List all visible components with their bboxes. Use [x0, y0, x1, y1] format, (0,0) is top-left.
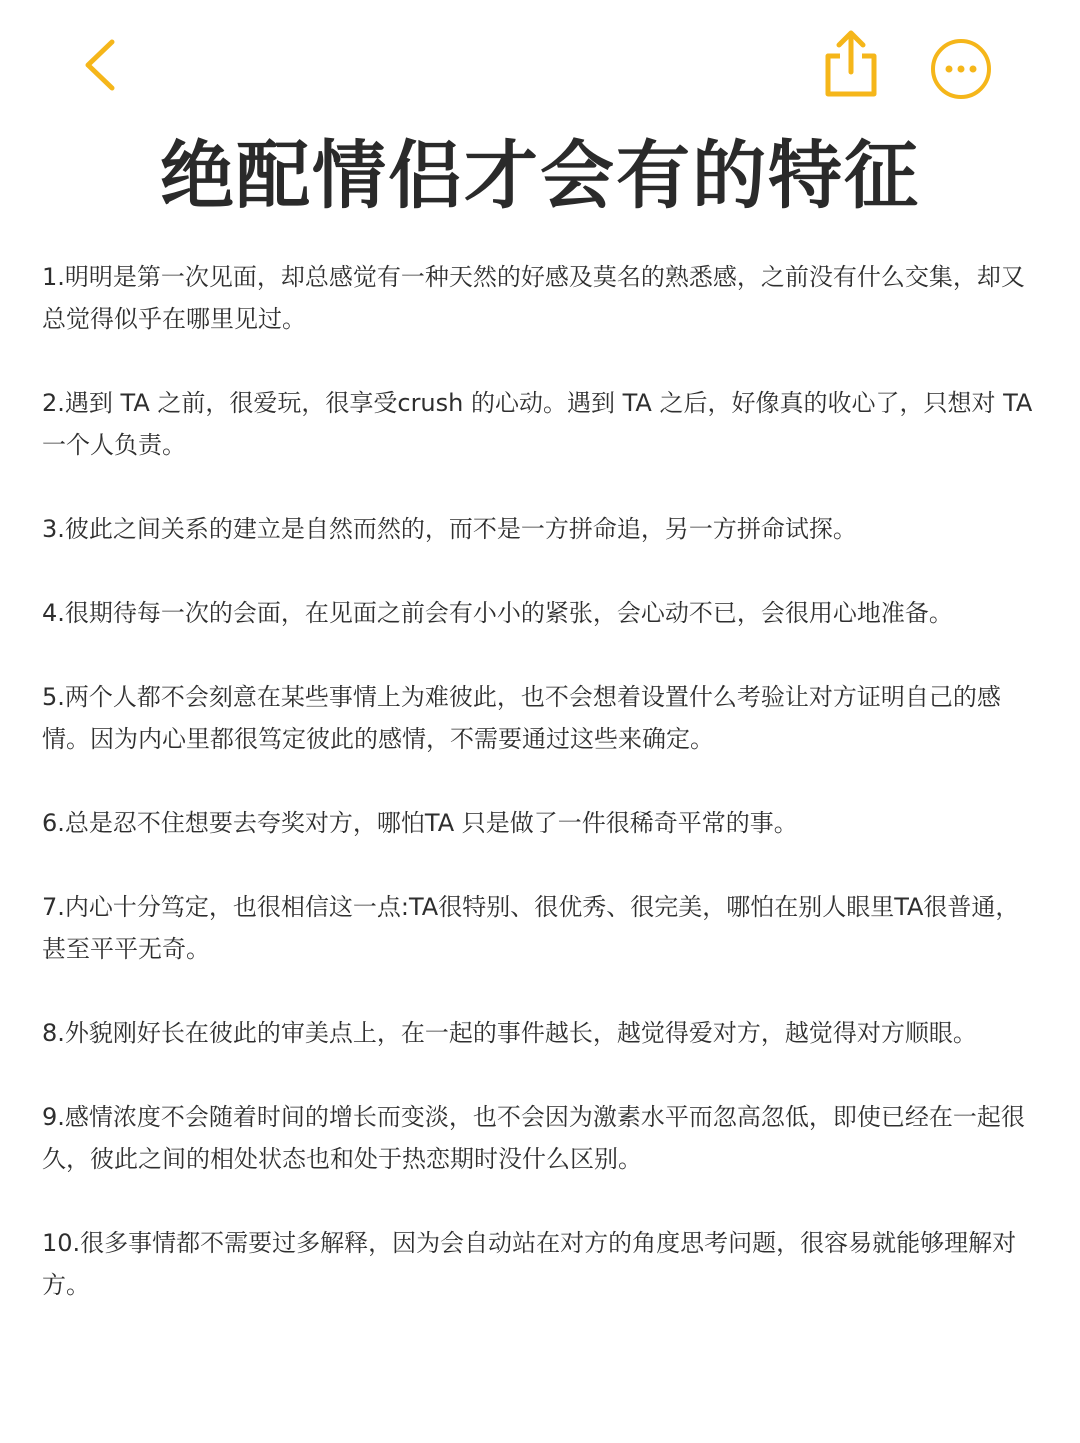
chevron-left-icon: [70, 30, 130, 100]
list-item: 4.很期待每一次的会面，在见面之前会有小小的紧张，会心动不已，会很用心地准备。: [42, 599, 953, 627]
more-button[interactable]: [928, 36, 994, 102]
list-item: 2.遇到 TA 之前，很爱玩，很享受crush 的心动。遇到 TA 之后，好像真的收心了，只想对 TA一个人负责。: [42, 389, 1033, 459]
more-horizontal-icon: [928, 36, 994, 102]
list-item: 9.感情浓度不会随着时间的增长而变淡，也不会因为激素水平而忽高忽低，即使已经在一起很久，彼此之间的相处状态也和处于热恋期时没什么区别。: [42, 1103, 1025, 1173]
list-item: 10.很多事情都不需要过多解释，因为会自动站在对方的角度思考问题，很容易就能够理解对方。: [42, 1229, 1017, 1299]
back-button[interactable]: [70, 30, 130, 100]
share-icon: [820, 26, 882, 100]
note-body: [42, 256, 1042, 1348]
share-button[interactable]: [820, 26, 882, 100]
top-toolbar: [0, 0, 1080, 130]
list-item: 6.总是忍不住想要去夸奖对方，哪怕TA 只是做了一件很稀奇平常的事。: [42, 809, 798, 837]
list-item: 1.明明是第一次见面，却总感觉有一种天然的好感及莫名的熟悉感，之前没有什么交集，却又总觉得似乎在哪里见过。: [42, 263, 1025, 333]
list-item: 3.彼此之间关系的建立是自然而然的，而不是一方拼命追，另一方拼命试探。: [42, 515, 857, 543]
list-item: 8.外貌刚好长在彼此的审美点上，在一起的事件越长，越觉得爱对方，越觉得对方顺眼。: [42, 1019, 977, 1047]
note-title: 绝配情侣才会有的特征: [160, 133, 920, 219]
list-item: 5.两个人都不会刻意在某些事情上为难彼此，也不会想着设置什么考验让对方证明自己的感情。因为内心里都很笃定彼此的感情，不需要通过这些来确定。: [42, 683, 1001, 753]
list-item: 7.内心十分笃定，也很相信这一点:TA很特别、很优秀、很完美，哪怕在别人眼里TA很普通，甚至平平无奇。: [42, 893, 1020, 963]
